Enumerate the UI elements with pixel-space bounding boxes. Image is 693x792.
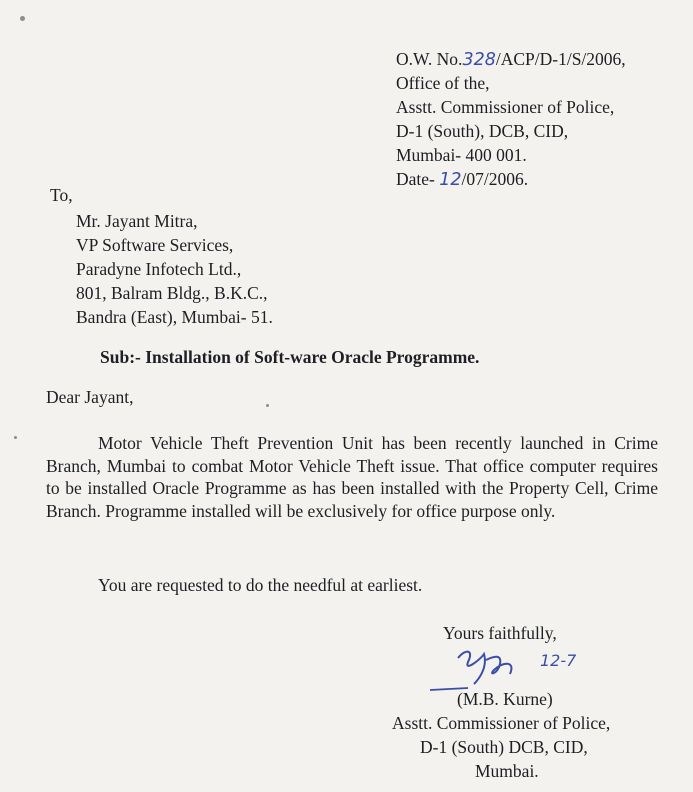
paper-speck — [20, 16, 25, 21]
recipient-line-2: VP Software Services, — [76, 235, 234, 255]
body-paragraph-1: Motor Vehicle Theft Prevention Unit has been recently launched in Crime Branch, Mumbai to combat Motor Vehicle Theft issue. That office computer requires to be installed Oracle Programme as has been installed with the Property Cell, Crime Branch. Programme installed will be exclusively for office purpose only. — [46, 433, 658, 521]
paper-speck — [266, 404, 269, 407]
signatory-name: (M.B. Kurne) — [457, 689, 553, 709]
recipient-line-1: Mr. Jayant Mitra, — [76, 211, 198, 231]
office-line-2: Asstt. Commissioner of Police, — [396, 97, 615, 117]
office-line-4: Mumbai- 400 001. — [396, 145, 527, 165]
ow-suffix: /ACP/D-1/S/2006, — [495, 49, 626, 69]
ow-number — [396, 48, 626, 71]
signature-date: 12-7 — [540, 651, 577, 670]
body-paragraph-2: You are requested to do the needful at earliest. — [98, 575, 423, 595]
subject-line: Sub:- Installation of Soft-ware Oracle Programme. — [100, 347, 480, 367]
signatory-title-1: Asstt. Commissioner of Police, — [392, 713, 611, 733]
date-handwritten: 12 — [439, 170, 462, 190]
date-suffix: /07/2006. — [461, 169, 529, 189]
signatory-title-2: D-1 (South) DCB, CID, — [420, 737, 588, 757]
recipient-line-4: 801, Balram Bldg., B.K.C., — [76, 283, 268, 303]
date-prefix: Date- — [396, 169, 440, 189]
ow-prefix: O.W. No. — [396, 49, 463, 69]
ow-number-handwritten: 328 — [462, 50, 496, 70]
recipient-line-3: Paradyne Infotech Ltd., — [76, 259, 242, 279]
salutation: Dear Jayant, — [46, 387, 134, 407]
paper-speck — [14, 436, 17, 439]
to-label: To, — [50, 185, 73, 205]
yours-faithfully: Yours faithfully, — [443, 623, 557, 643]
office-line-3: D-1 (South), DCB, CID, — [396, 121, 569, 141]
signatory-title-3: Mumbai. — [475, 761, 539, 781]
recipient-line-5: Bandra (East), Mumbai- 51. — [76, 307, 273, 327]
office-line-1: Office of the, — [396, 73, 490, 93]
date-line — [396, 168, 528, 191]
